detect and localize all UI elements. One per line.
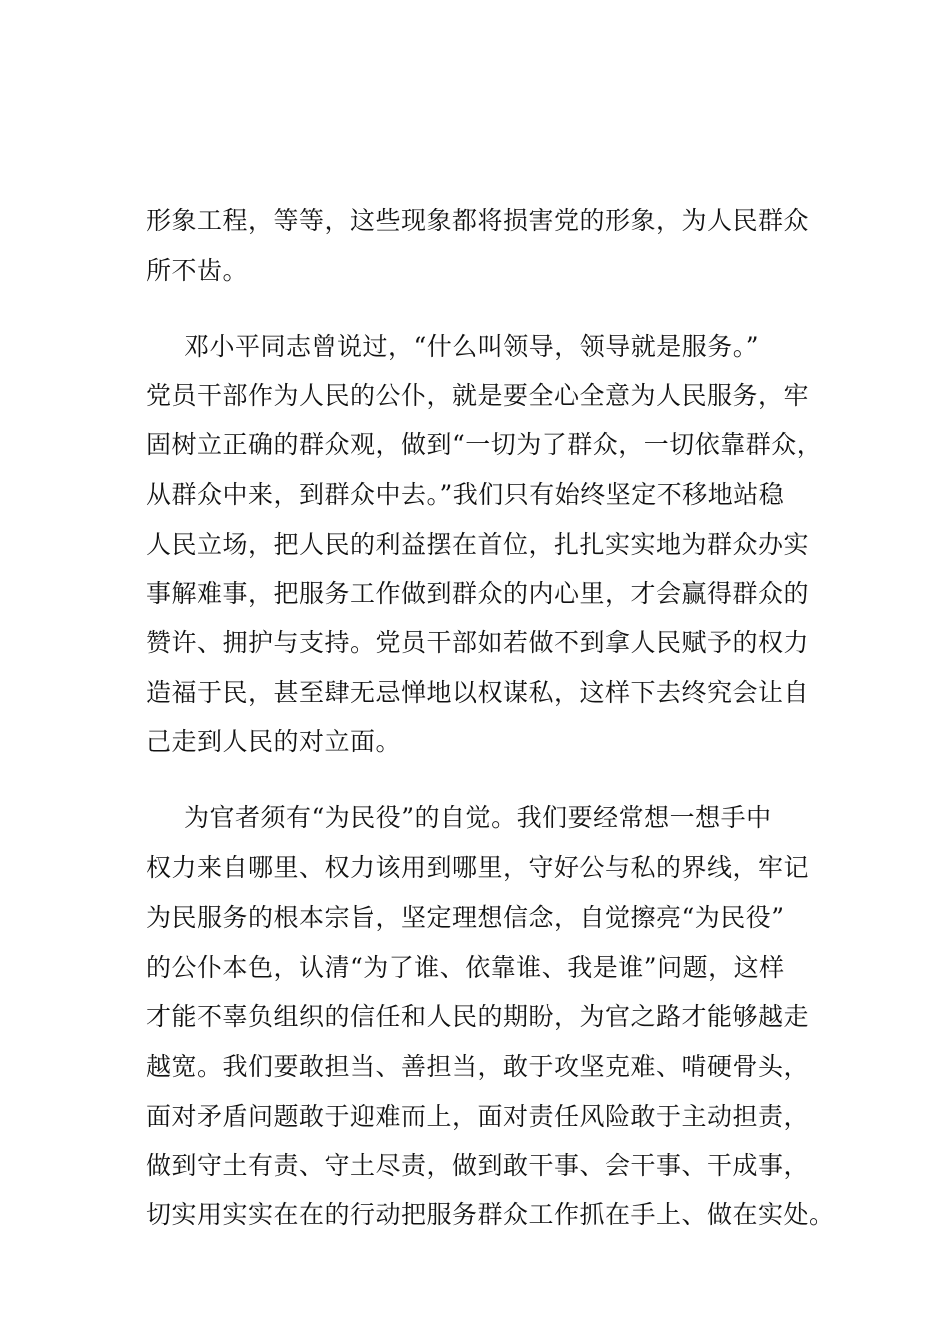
paragraph-2-line-2: 党员干部作为人民的公仆，就是要全心全意为人民服务，牢 bbox=[146, 381, 810, 410]
paragraph-3-line-2: 权力来自哪里、权力该用到哪里，守好公与私的界线，牢记 bbox=[146, 853, 810, 882]
paragraph-2-line-8: 造福于民，甚至肆无忌惮地以权谋私，这样下去终究会让自 bbox=[146, 678, 810, 707]
paragraph-2-line-9: 己走到人民的对立面。 bbox=[146, 727, 402, 756]
paragraph-3-line-3: 为民服务的根本宗旨，坚定理想信念，自觉擦亮“为民役” bbox=[146, 903, 785, 932]
paragraph-3-line-1: 为官者须有“为民役”的自觉。我们要经常想一想手中 bbox=[184, 803, 772, 832]
paragraph-2-line-1: 邓小平同志曾说过，“什么叫领导，领导就是服务。” bbox=[184, 332, 760, 361]
paragraph-3-line-7: 面对矛盾问题敢于迎难而上，面对责任风险敢于主动担责， bbox=[146, 1102, 810, 1131]
paragraph-2-line-3: 固树立正确的群众观，做到“一切为了群众，一切依靠群众， bbox=[146, 430, 823, 459]
paragraph-3-line-6: 越宽。我们要敢担当、善担当，敢于攻坚克难、啃硬骨头， bbox=[146, 1052, 810, 1081]
paragraph-3-line-4: 的公仆本色，认清“为了谁、依靠谁、我是谁”问题，这样 bbox=[146, 953, 785, 982]
paragraph-3-line-9: 切实用实实在在的行动把服务群众工作抓在手上、做在实处。 bbox=[146, 1200, 835, 1229]
paragraph-2-line-7: 赞许、拥护与支持。党员干部如若做不到拿人民赋予的权力 bbox=[146, 628, 810, 657]
paragraph-2-line-5: 人民立场，把人民的利益摆在首位，扎扎实实地为群众办实 bbox=[146, 530, 810, 559]
paragraph-2-line-4: 从群众中来，到群众中去。”我们只有始终坚定不移地站稳 bbox=[146, 480, 785, 509]
paragraph-1-line-2: 所不齿。 bbox=[146, 256, 249, 285]
paragraph-2-line-6: 事解难事，把服务工作做到群众的内心里，才会赢得群众的 bbox=[146, 579, 810, 608]
paragraph-3-line-8: 做到守土有责、守土尽责，做到敢干事、会干事、干成事， bbox=[146, 1151, 810, 1180]
paragraph-1-line-1: 形象工程，等等，这些现象都将损害党的形象，为人民群众 bbox=[146, 206, 810, 235]
paragraph-3-line-5: 才能不辜负组织的信任和人民的期盼，为官之路才能够越走 bbox=[146, 1002, 810, 1031]
